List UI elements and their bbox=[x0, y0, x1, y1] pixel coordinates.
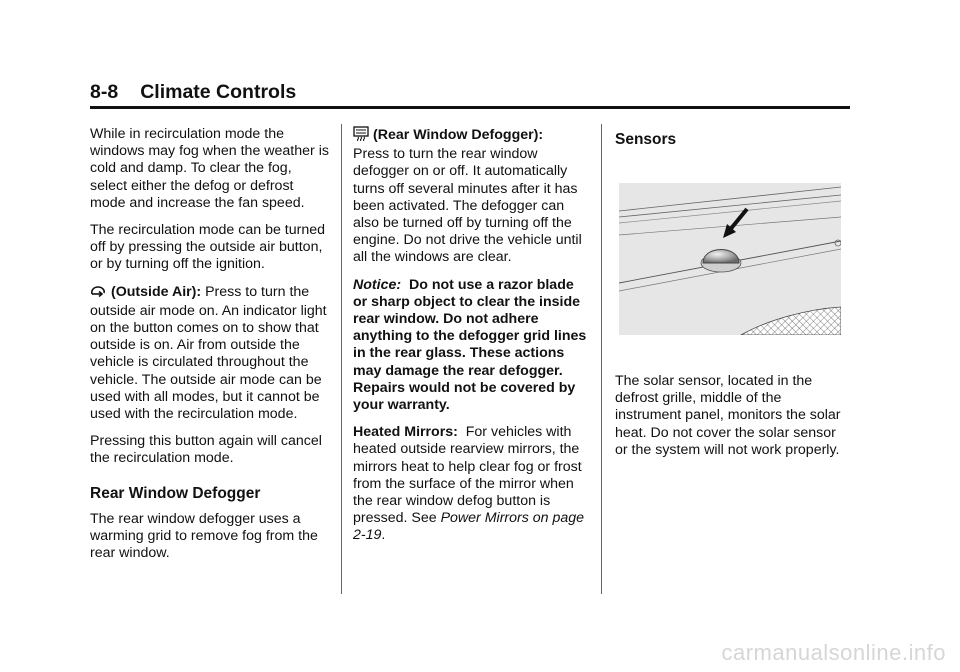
page-title: Climate Controls bbox=[140, 81, 297, 103]
watermark: carmanualsonline.info bbox=[721, 640, 946, 665]
notice-text: Do not use a razor blade or sharp object to clear the inside rear window. Do not adhere anything to the defogger grid lines in the rear glass. These actions may damage the rear defogger. Repairs would not be covered by your warranty. bbox=[353, 276, 587, 414]
outside-air-text: Press to turn the outside air mode on. An indicator light on the button comes on to show that outside is on. Air from outside the vehicle is circulated throughout the vehicle. The outside air mode can be used with all modes, but it cannot be used with the recirculation mode. bbox=[90, 283, 327, 423]
defogger-label: (Rear Window Defogger): bbox=[373, 127, 544, 143]
outside-air-label: (Outside Air): bbox=[111, 283, 202, 300]
rear-window-defogger-heading: Rear Window Defogger bbox=[90, 484, 261, 502]
column-middle bbox=[353, 126, 591, 555]
sensors-heading: Sensors bbox=[615, 131, 677, 148]
defogger-intro-paragraph: The rear window defogger uses a warming grid to remove fog from the rear window. bbox=[90, 510, 318, 562]
outside-air-paragraph bbox=[90, 284, 332, 424]
page-number: 8-8 bbox=[90, 81, 119, 103]
solar-sensor-illustration bbox=[619, 183, 841, 335]
column-left bbox=[90, 126, 332, 572]
defogger-text: Press to turn the rear window defogger on or off. It automatically turns off several minutes after it has been activated. The defogger can also be turned off by turning off the engine. Do not drive the vehicle until all the windows are clear. bbox=[353, 146, 582, 266]
heated-mirrors-label: Heated Mirrors: bbox=[353, 424, 458, 441]
rear-defogger-icon bbox=[353, 126, 369, 146]
page-header bbox=[90, 80, 850, 109]
defogger-button-paragraph bbox=[353, 126, 591, 267]
notice-paragraph bbox=[353, 277, 591, 415]
sentence-end: . bbox=[381, 527, 386, 544]
heated-mirrors-text: For vehicles with heated outside rearview mirrors, the mirrors heat to help clear fog or frost from the surface of the mirror when the rear window defog button is pressed. See bbox=[353, 424, 582, 527]
recirculation-fog-paragraph: While in recirculation mode the windows may fog when the weather is cold and damp. To clear the fog, select either the defog or defrost mode and increase the fan speed. bbox=[90, 126, 329, 211]
notice-label: Notice: bbox=[353, 276, 402, 293]
column-divider bbox=[601, 124, 602, 594]
power-mirrors-link[interactable]: Power Mirrors on page 2-19 bbox=[353, 510, 585, 544]
outside-air-icon bbox=[90, 285, 107, 303]
recirculation-off-paragraph: The recirculation mode can be turned off by pressing the outside air button, or by turning off the ignition. bbox=[90, 222, 326, 273]
heated-mirrors-paragraph bbox=[353, 424, 591, 544]
column-right bbox=[615, 126, 851, 469]
solar-sensor-paragraph: The solar sensor, located in the defrost grille, middle of the instrument panel, monitors the solar heat. Do not cover the solar sensor or the system will not work properly. bbox=[615, 373, 841, 458]
column-divider bbox=[341, 124, 342, 594]
cancel-recirculation-paragraph: Pressing this button again will cancel the recirculation mode. bbox=[90, 433, 322, 467]
